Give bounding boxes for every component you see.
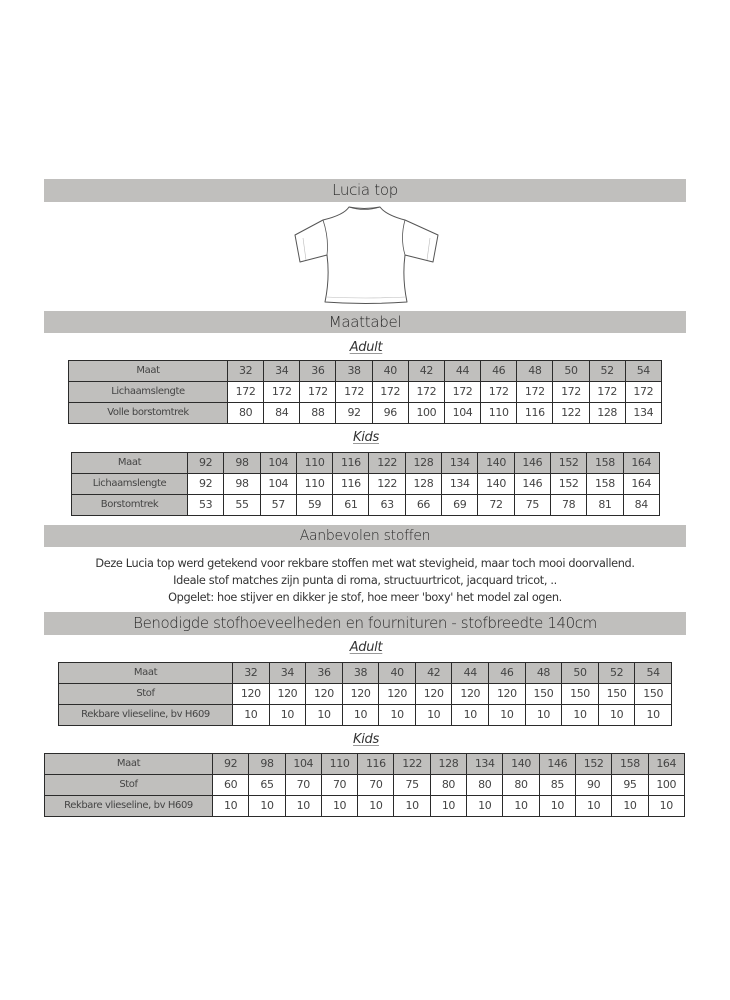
size-header-cell: 122 — [369, 453, 405, 474]
value-cell: 120 — [342, 684, 379, 705]
value-cell: 172 — [228, 382, 264, 403]
value-cell: 172 — [517, 382, 553, 403]
value-cell: 61 — [333, 495, 369, 516]
size-header-cell: 110 — [296, 453, 332, 474]
value-cell: 104 — [260, 474, 296, 495]
table-header-row — [72, 453, 660, 474]
row-label: Lichaamslengte — [69, 382, 228, 403]
value-cell: 69 — [442, 495, 478, 516]
value-cell: 116 — [517, 403, 553, 424]
size-header-cell: 98 — [249, 754, 285, 775]
size-header-cell: 44 — [452, 663, 489, 684]
table-header-row — [69, 361, 662, 382]
value-cell: 70 — [321, 775, 357, 796]
adult-requirements-table — [58, 662, 672, 726]
value-cell: 120 — [452, 684, 489, 705]
value-cell: 84 — [623, 495, 659, 516]
value-cell: 10 — [394, 796, 430, 817]
size-header-cell: 46 — [481, 361, 517, 382]
value-cell: 158 — [587, 474, 623, 495]
value-cell: 100 — [408, 403, 444, 424]
fabrics-heading: Aanbevolen stoffen — [299, 528, 431, 544]
value-cell: 152 — [550, 474, 586, 495]
value-cell: 10 — [575, 796, 611, 817]
row-label: Stof — [45, 775, 213, 796]
size-header-cell: 38 — [342, 663, 379, 684]
value-cell: 10 — [213, 796, 249, 817]
value-cell: 172 — [625, 382, 661, 403]
value-cell: 172 — [264, 382, 300, 403]
value-cell: 172 — [300, 382, 336, 403]
value-cell: 172 — [336, 382, 372, 403]
value-cell: 110 — [296, 474, 332, 495]
value-cell: 10 — [612, 796, 648, 817]
row-label: Rekbare vlieseline, bv H609 — [59, 705, 233, 726]
value-cell: 90 — [575, 775, 611, 796]
kids-size-table — [71, 452, 660, 516]
value-cell: 95 — [612, 775, 648, 796]
value-cell: 120 — [269, 684, 306, 705]
value-cell: 10 — [285, 796, 321, 817]
value-cell: 10 — [635, 705, 672, 726]
size-header-cell: 122 — [394, 754, 430, 775]
value-cell: 100 — [648, 775, 684, 796]
value-cell: 172 — [408, 382, 444, 403]
value-cell: 120 — [415, 684, 452, 705]
value-cell: 10 — [503, 796, 539, 817]
value-cell: 59 — [296, 495, 332, 516]
size-header-cell: 48 — [525, 663, 562, 684]
row-label: Maat — [45, 754, 213, 775]
table-row — [45, 796, 685, 817]
size-chart-heading-bar — [44, 311, 686, 333]
size-header-cell: 48 — [517, 361, 553, 382]
value-cell: 110 — [481, 403, 517, 424]
adult-size-table — [68, 360, 662, 424]
size-header-cell: 152 — [550, 453, 586, 474]
size-header-cell: 110 — [321, 754, 357, 775]
value-cell: 10 — [379, 705, 416, 726]
size-header-cell: 40 — [372, 361, 408, 382]
value-cell: 92 — [336, 403, 372, 424]
value-cell: 172 — [553, 382, 589, 403]
size-header-cell: 40 — [379, 663, 416, 684]
value-cell: 63 — [369, 495, 405, 516]
value-cell: 53 — [188, 495, 224, 516]
size-header-cell: 146 — [514, 453, 550, 474]
size-header-cell: 54 — [635, 663, 672, 684]
value-cell: 80 — [430, 775, 466, 796]
value-cell: 72 — [478, 495, 514, 516]
value-cell: 80 — [228, 403, 264, 424]
value-cell: 10 — [321, 796, 357, 817]
size-header-cell: 32 — [228, 361, 264, 382]
size-header-cell: 32 — [233, 663, 270, 684]
value-cell: 10 — [489, 705, 526, 726]
value-cell: 120 — [379, 684, 416, 705]
size-header-cell: 128 — [405, 453, 441, 474]
value-cell: 120 — [306, 684, 343, 705]
value-cell: 150 — [598, 684, 635, 705]
size-chart-heading: Maattabel — [328, 313, 402, 331]
value-cell: 150 — [525, 684, 562, 705]
table-row — [72, 474, 660, 495]
value-cell: 10 — [598, 705, 635, 726]
value-cell: 10 — [430, 796, 466, 817]
size-header-cell: 98 — [224, 453, 260, 474]
size-header-cell: 36 — [306, 663, 343, 684]
size-header-cell: 34 — [264, 361, 300, 382]
shirt-technical-drawing-icon — [290, 203, 445, 308]
size-header-cell: 140 — [478, 453, 514, 474]
size-header-cell: 158 — [612, 754, 648, 775]
value-cell: 172 — [481, 382, 517, 403]
value-cell: 75 — [514, 495, 550, 516]
size-header-cell: 52 — [598, 663, 635, 684]
fabrics-line: Opgelet: hoe stijver en dikker je stof, hoe meer 'boxy' het model zal ogen. — [168, 591, 562, 604]
fabrics-description — [44, 555, 686, 606]
value-cell: 128 — [589, 403, 625, 424]
table-row — [72, 495, 660, 516]
size-header-cell: 152 — [575, 754, 611, 775]
value-cell: 60 — [213, 775, 249, 796]
size-header-cell: 104 — [260, 453, 296, 474]
value-cell: 88 — [300, 403, 336, 424]
value-cell: 10 — [648, 796, 684, 817]
size-header-cell: 44 — [444, 361, 480, 382]
value-cell: 70 — [358, 775, 394, 796]
table-row — [69, 382, 662, 403]
fabrics-line: Deze Lucia top werd getekend voor rekbare stoffen met wat stevigheid, maar toch mooi doorvallend. — [95, 557, 635, 570]
value-cell: 104 — [444, 403, 480, 424]
table-row — [45, 775, 685, 796]
adult-size-subheading: Adult — [349, 340, 383, 355]
value-cell: 55 — [224, 495, 260, 516]
value-cell: 92 — [188, 474, 224, 495]
value-cell: 80 — [467, 775, 503, 796]
size-header-cell: 116 — [358, 754, 394, 775]
value-cell: 134 — [442, 474, 478, 495]
size-header-cell: 164 — [623, 453, 659, 474]
value-cell: 116 — [333, 474, 369, 495]
size-header-cell: 92 — [188, 453, 224, 474]
value-cell: 120 — [489, 684, 526, 705]
size-header-cell: 146 — [539, 754, 575, 775]
size-header-cell: 42 — [408, 361, 444, 382]
requirements-heading-bar — [44, 612, 686, 635]
requirements-heading: Benodigde stofhoeveelheden en fournituren - stofbreedte 140cm — [133, 614, 597, 632]
value-cell: 10 — [467, 796, 503, 817]
table-row — [69, 403, 662, 424]
kids-size-subheading: Kids — [353, 430, 379, 445]
value-cell: 150 — [635, 684, 672, 705]
size-header-cell: 52 — [589, 361, 625, 382]
table-row — [59, 684, 672, 705]
row-label: Maat — [59, 663, 233, 684]
value-cell: 120 — [233, 684, 270, 705]
value-cell: 122 — [369, 474, 405, 495]
document-title: Lucia top — [332, 181, 398, 199]
value-cell: 10 — [342, 705, 379, 726]
fabrics-heading-bar — [44, 525, 686, 547]
value-cell: 172 — [372, 382, 408, 403]
value-cell: 65 — [249, 775, 285, 796]
row-label: Maat — [69, 361, 228, 382]
value-cell: 10 — [306, 705, 343, 726]
kids-requirements-subheading: Kids — [353, 732, 379, 747]
size-header-cell: 140 — [503, 754, 539, 775]
value-cell: 75 — [394, 775, 430, 796]
size-header-cell: 36 — [300, 361, 336, 382]
value-cell: 84 — [264, 403, 300, 424]
row-label: Volle borstomtrek — [69, 403, 228, 424]
size-header-cell: 164 — [648, 754, 684, 775]
value-cell: 96 — [372, 403, 408, 424]
value-cell: 164 — [623, 474, 659, 495]
size-header-cell: 46 — [489, 663, 526, 684]
row-label: Lichaamslengte — [72, 474, 188, 495]
value-cell: 122 — [553, 403, 589, 424]
size-header-cell: 50 — [562, 663, 599, 684]
value-cell: 70 — [285, 775, 321, 796]
value-cell: 146 — [514, 474, 550, 495]
value-cell: 80 — [503, 775, 539, 796]
table-row — [59, 705, 672, 726]
value-cell: 140 — [478, 474, 514, 495]
size-header-cell: 34 — [269, 663, 306, 684]
value-cell: 128 — [405, 474, 441, 495]
size-header-cell: 42 — [415, 663, 452, 684]
size-header-cell: 134 — [442, 453, 478, 474]
table-header-row — [45, 754, 685, 775]
size-header-cell: 134 — [467, 754, 503, 775]
fabrics-line: Ideale stof matches zijn punta di roma, structuurtricot, jacquard tricot, .. — [173, 574, 557, 587]
adult-requirements-subheading: Adult — [349, 640, 383, 655]
value-cell: 10 — [233, 705, 270, 726]
kids-requirements-table — [44, 753, 685, 817]
value-cell: 81 — [587, 495, 623, 516]
value-cell: 150 — [562, 684, 599, 705]
row-label: Maat — [72, 453, 188, 474]
value-cell: 10 — [269, 705, 306, 726]
value-cell: 10 — [415, 705, 452, 726]
row-label: Borstomtrek — [72, 495, 188, 516]
size-header-cell: 50 — [553, 361, 589, 382]
value-cell: 57 — [260, 495, 296, 516]
value-cell: 85 — [539, 775, 575, 796]
value-cell: 172 — [589, 382, 625, 403]
value-cell: 78 — [550, 495, 586, 516]
value-cell: 134 — [625, 403, 661, 424]
row-label: Rekbare vlieseline, bv H609 — [45, 796, 213, 817]
size-header-cell: 54 — [625, 361, 661, 382]
size-header-cell: 38 — [336, 361, 372, 382]
size-header-cell: 104 — [285, 754, 321, 775]
value-cell: 172 — [444, 382, 480, 403]
size-header-cell: 158 — [587, 453, 623, 474]
value-cell: 10 — [539, 796, 575, 817]
value-cell: 10 — [562, 705, 599, 726]
value-cell: 10 — [452, 705, 489, 726]
size-header-cell: 92 — [213, 754, 249, 775]
title-bar — [44, 179, 686, 202]
size-header-cell: 116 — [333, 453, 369, 474]
table-header-row — [59, 663, 672, 684]
value-cell: 98 — [224, 474, 260, 495]
value-cell: 10 — [249, 796, 285, 817]
size-header-cell: 128 — [430, 754, 466, 775]
value-cell: 10 — [525, 705, 562, 726]
value-cell: 66 — [405, 495, 441, 516]
row-label: Stof — [59, 684, 233, 705]
value-cell: 10 — [358, 796, 394, 817]
